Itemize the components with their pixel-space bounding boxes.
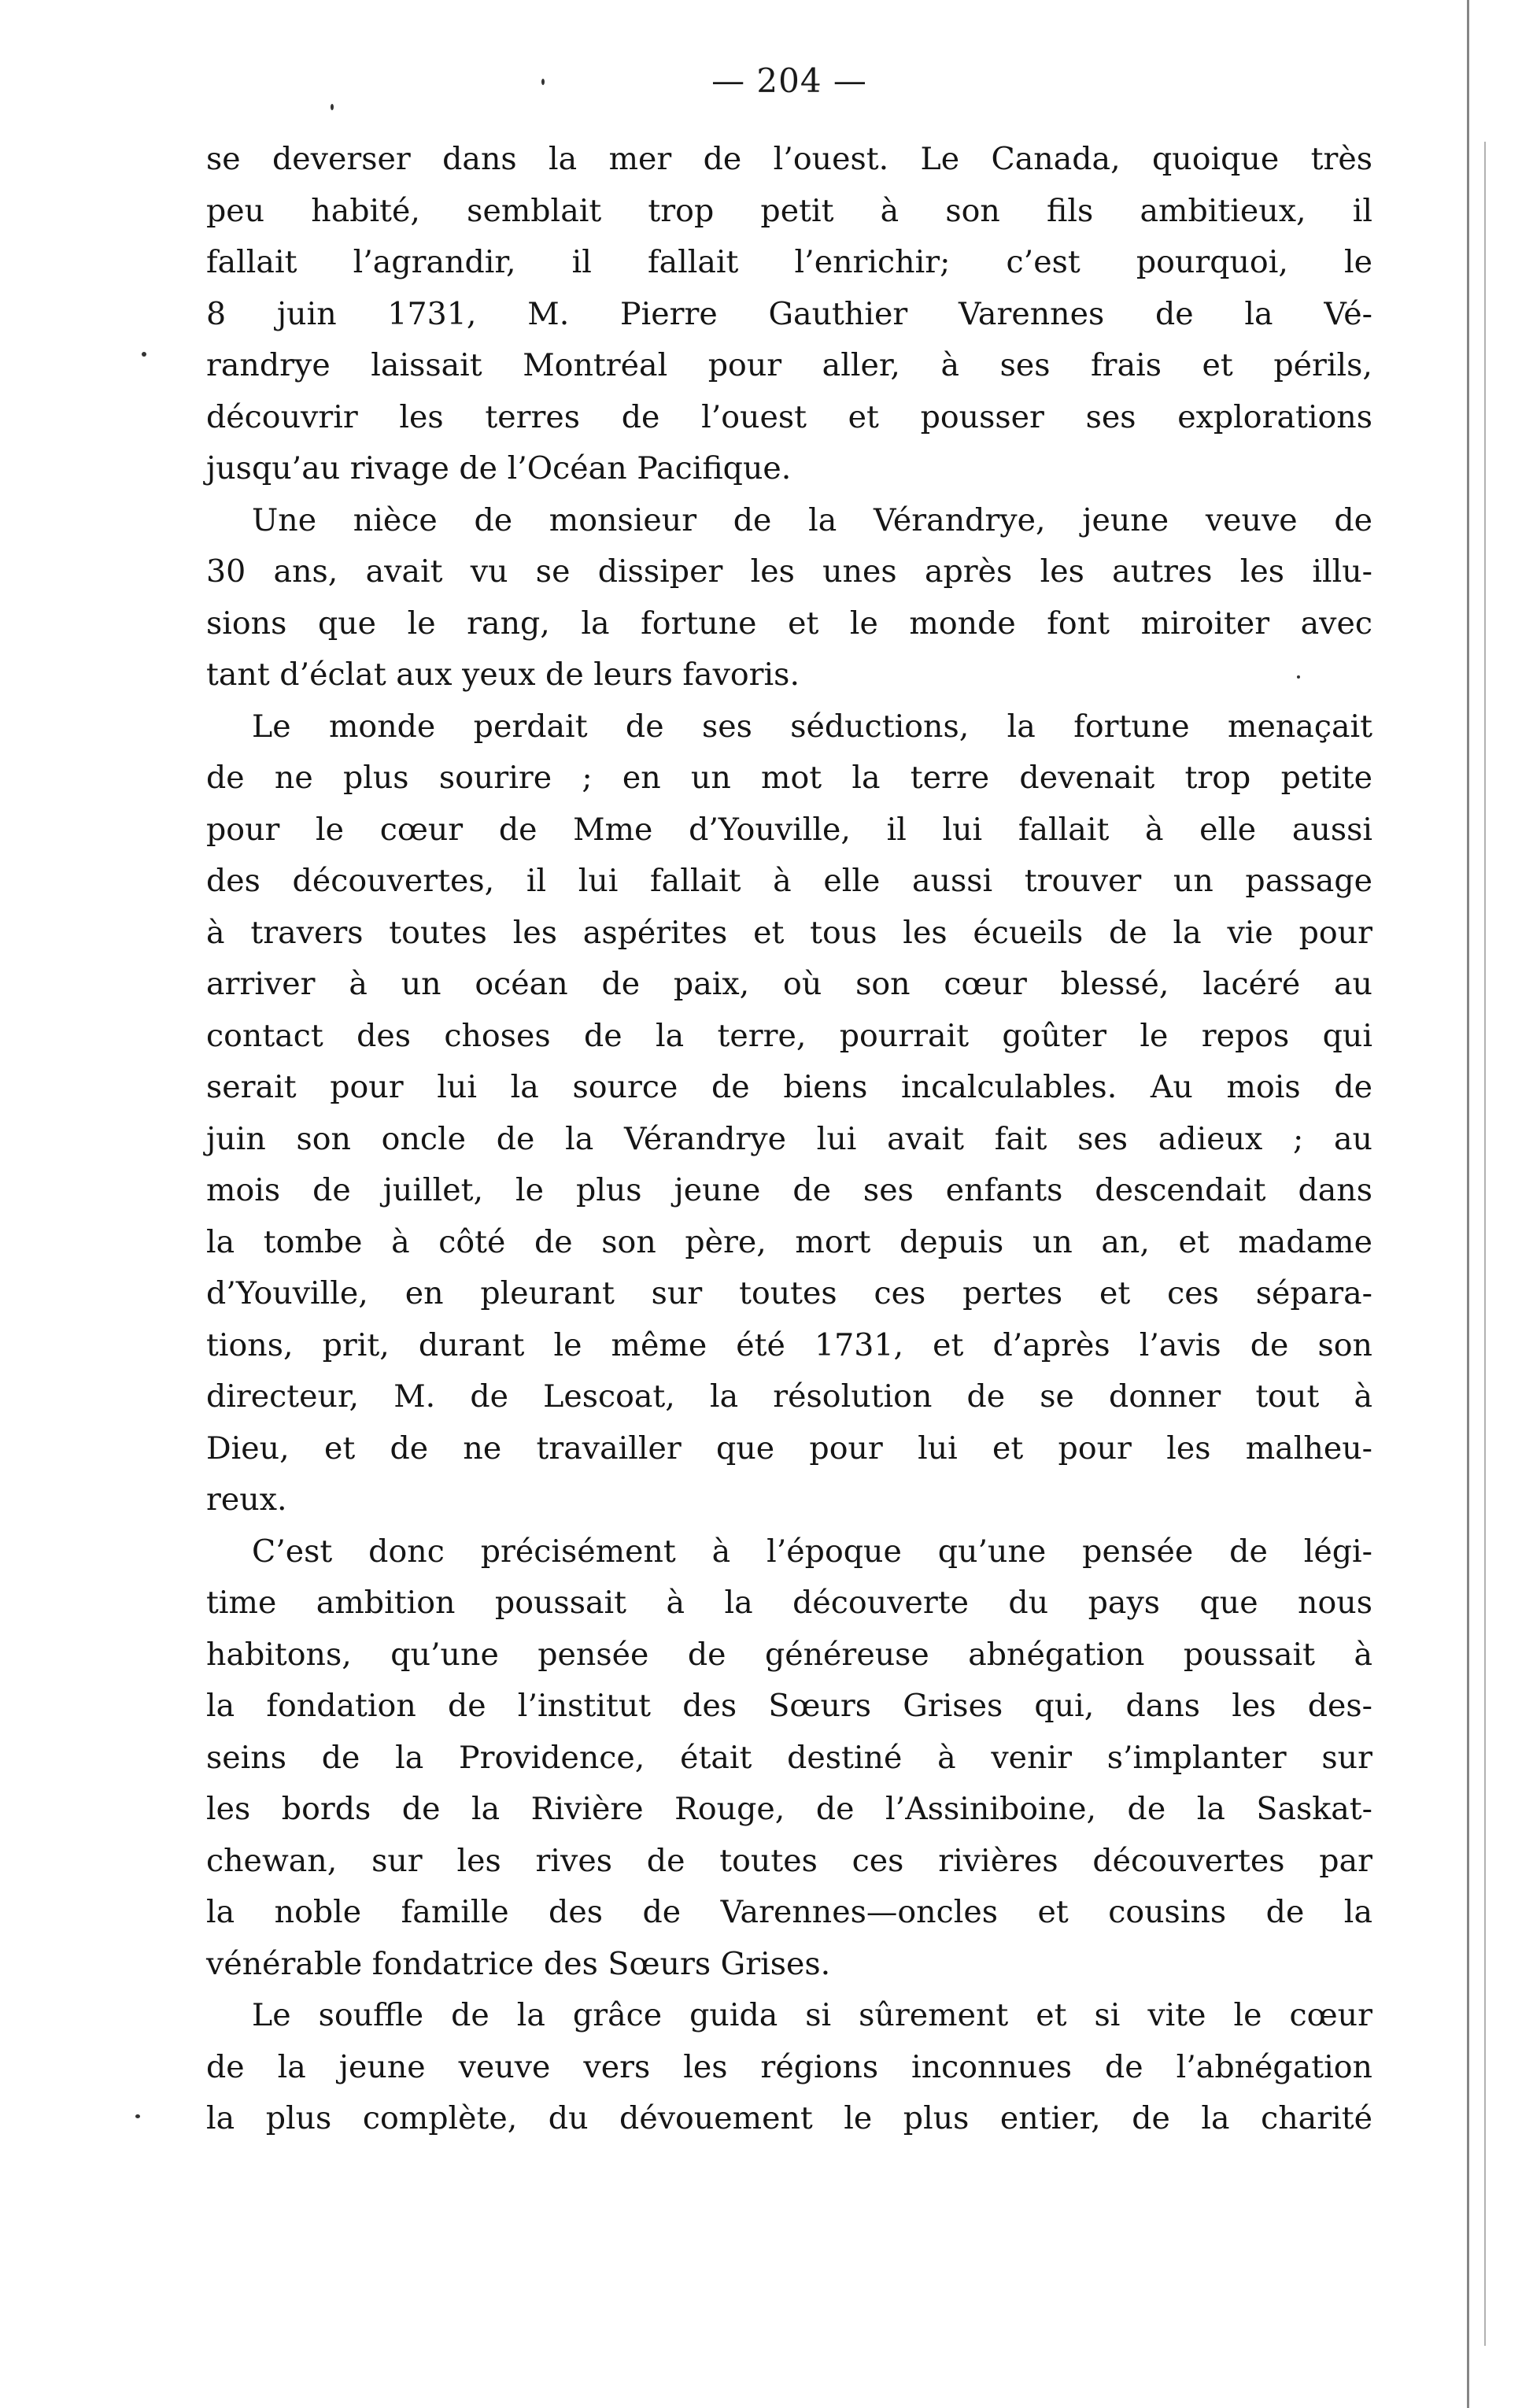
text-line: directeur, M. de Lescoat, la résolution de se donner tout à [206,1378,1372,1415]
text-line: contact des choses de la terre, pourrait goûter le repos qui [206,1017,1372,1054]
text-line: chewan, sur les rives de toutes ces rivières découvertes par [206,1842,1372,1879]
text-line: tant d’éclat aux yeux de leurs favoris. [206,657,800,693]
text-line: serait pour lui la source de biens incalculables. Au mois de [206,1069,1372,1105]
text-line: se deverser dans la mer de l’ouest. Le Canada, quoique très [206,141,1372,177]
paragraph-4 [206,1526,1372,1991]
text-line: Dieu, et de ne travailler que pour lui et pour les malheu- [206,1430,1372,1467]
text-line: juin son oncle de la Vérandrye lui avait fait ses adieux ; au [206,1120,1372,1157]
text-line: Le souffle de la grâce guida si sûrement et si vite le cœur [252,1997,1372,2033]
text-line: randrye laissait Montréal pour aller, à ses frais et périls, [206,347,1372,383]
paragraph-2 [206,495,1372,701]
scan-speck [331,104,334,110]
text-line: mois de juillet, le plus jeune de ses enfants descendait dans [206,1172,1372,1208]
paragraph-1 [206,134,1372,495]
page-number: — 204 — [711,61,867,100]
text-line: 8 juin 1731, M. Pierre Gauthier Varennes de la Vé- [206,295,1372,332]
text-line: fallait l’agrandir, il fallait l’enrichir; c’est pourquoi, le [206,244,1372,280]
text-line: C’est donc précisément à l’époque qu’une pensée de légi- [252,1533,1372,1570]
scan-speck [135,2114,140,2118]
scan-speck [1297,675,1300,679]
text-line: time ambition poussait à la découverte du pays que nous [206,1585,1372,1621]
body-text [206,134,1372,2145]
text-line: de la jeune veuve vers les régions inconnues de l’abnégation [206,2048,1372,2085]
text-line: la tombe à côté de son père, mort depuis un an, et madame [206,1223,1372,1260]
paragraph-3 [206,701,1372,1526]
scan-speck [541,79,545,85]
text-line: la fondation de l’institut des Sœurs Grises qui, dans les des- [206,1688,1372,1724]
text-line: d’Youville, en pleurant sur toutes ces pertes et ces sépara- [206,1275,1372,1311]
text-line: habitons, qu’une pensée de généreuse abnégation poussait à [206,1636,1372,1673]
text-line: la plus complète, du dévouement le plus entier, de la charité [206,2100,1372,2136]
text-line: les bords de la Rivière Rouge, de l’Assiniboine, de la Saskat- [206,1791,1372,1827]
scan-speck [142,352,146,357]
text-line: reux. [206,1481,287,1518]
text-line: sions que le rang, la fortune et le monde font miroiter avec [206,605,1372,642]
text-line: la noble famille des de Varennes—oncles et cousins de la [206,1894,1372,1930]
text-line: découvrir les terres de l’ouest et pousser ses explorations [206,398,1372,435]
binding-edge [1439,0,1533,2408]
text-line: jusqu’au rivage de l’Océan Pacifique. [206,450,792,486]
text-line: Le monde perdait de ses séductions, la fortune menaçait [252,708,1372,745]
text-line: 30 ans, avait vu se dissiper les unes après les autres les illu- [206,553,1372,590]
text-line: seins de la Providence, était destiné à venir s’implanter sur [206,1739,1372,1776]
text-line: à travers toutes les aspérites et tous les écueils de la vie pour [206,914,1372,951]
text-line: peu habité, semblait trop petit à son fils ambitieux, il [206,192,1372,229]
text-line: tions, prit, durant le même été 1731, et d’après l’avis de son [206,1326,1372,1363]
text-line: de ne plus sourire ; en un mot la terre devenait trop petite [206,760,1372,796]
text-line: pour le cœur de Mme d’Youville, il lui fallait à elle aussi [206,811,1372,848]
paragraph-5 [206,1990,1372,2145]
text-line: vénérable fondatrice des Sœurs Grises. [206,1945,831,1982]
text-line: arriver à un océan de paix, où son cœur blessé, lacéré au [206,966,1372,1002]
text-line: Une nièce de monsieur de la Vérandrye, jeune veuve de [252,501,1372,538]
text-line: des découvertes, il lui fallait à elle aussi trouver un passage [206,863,1372,899]
